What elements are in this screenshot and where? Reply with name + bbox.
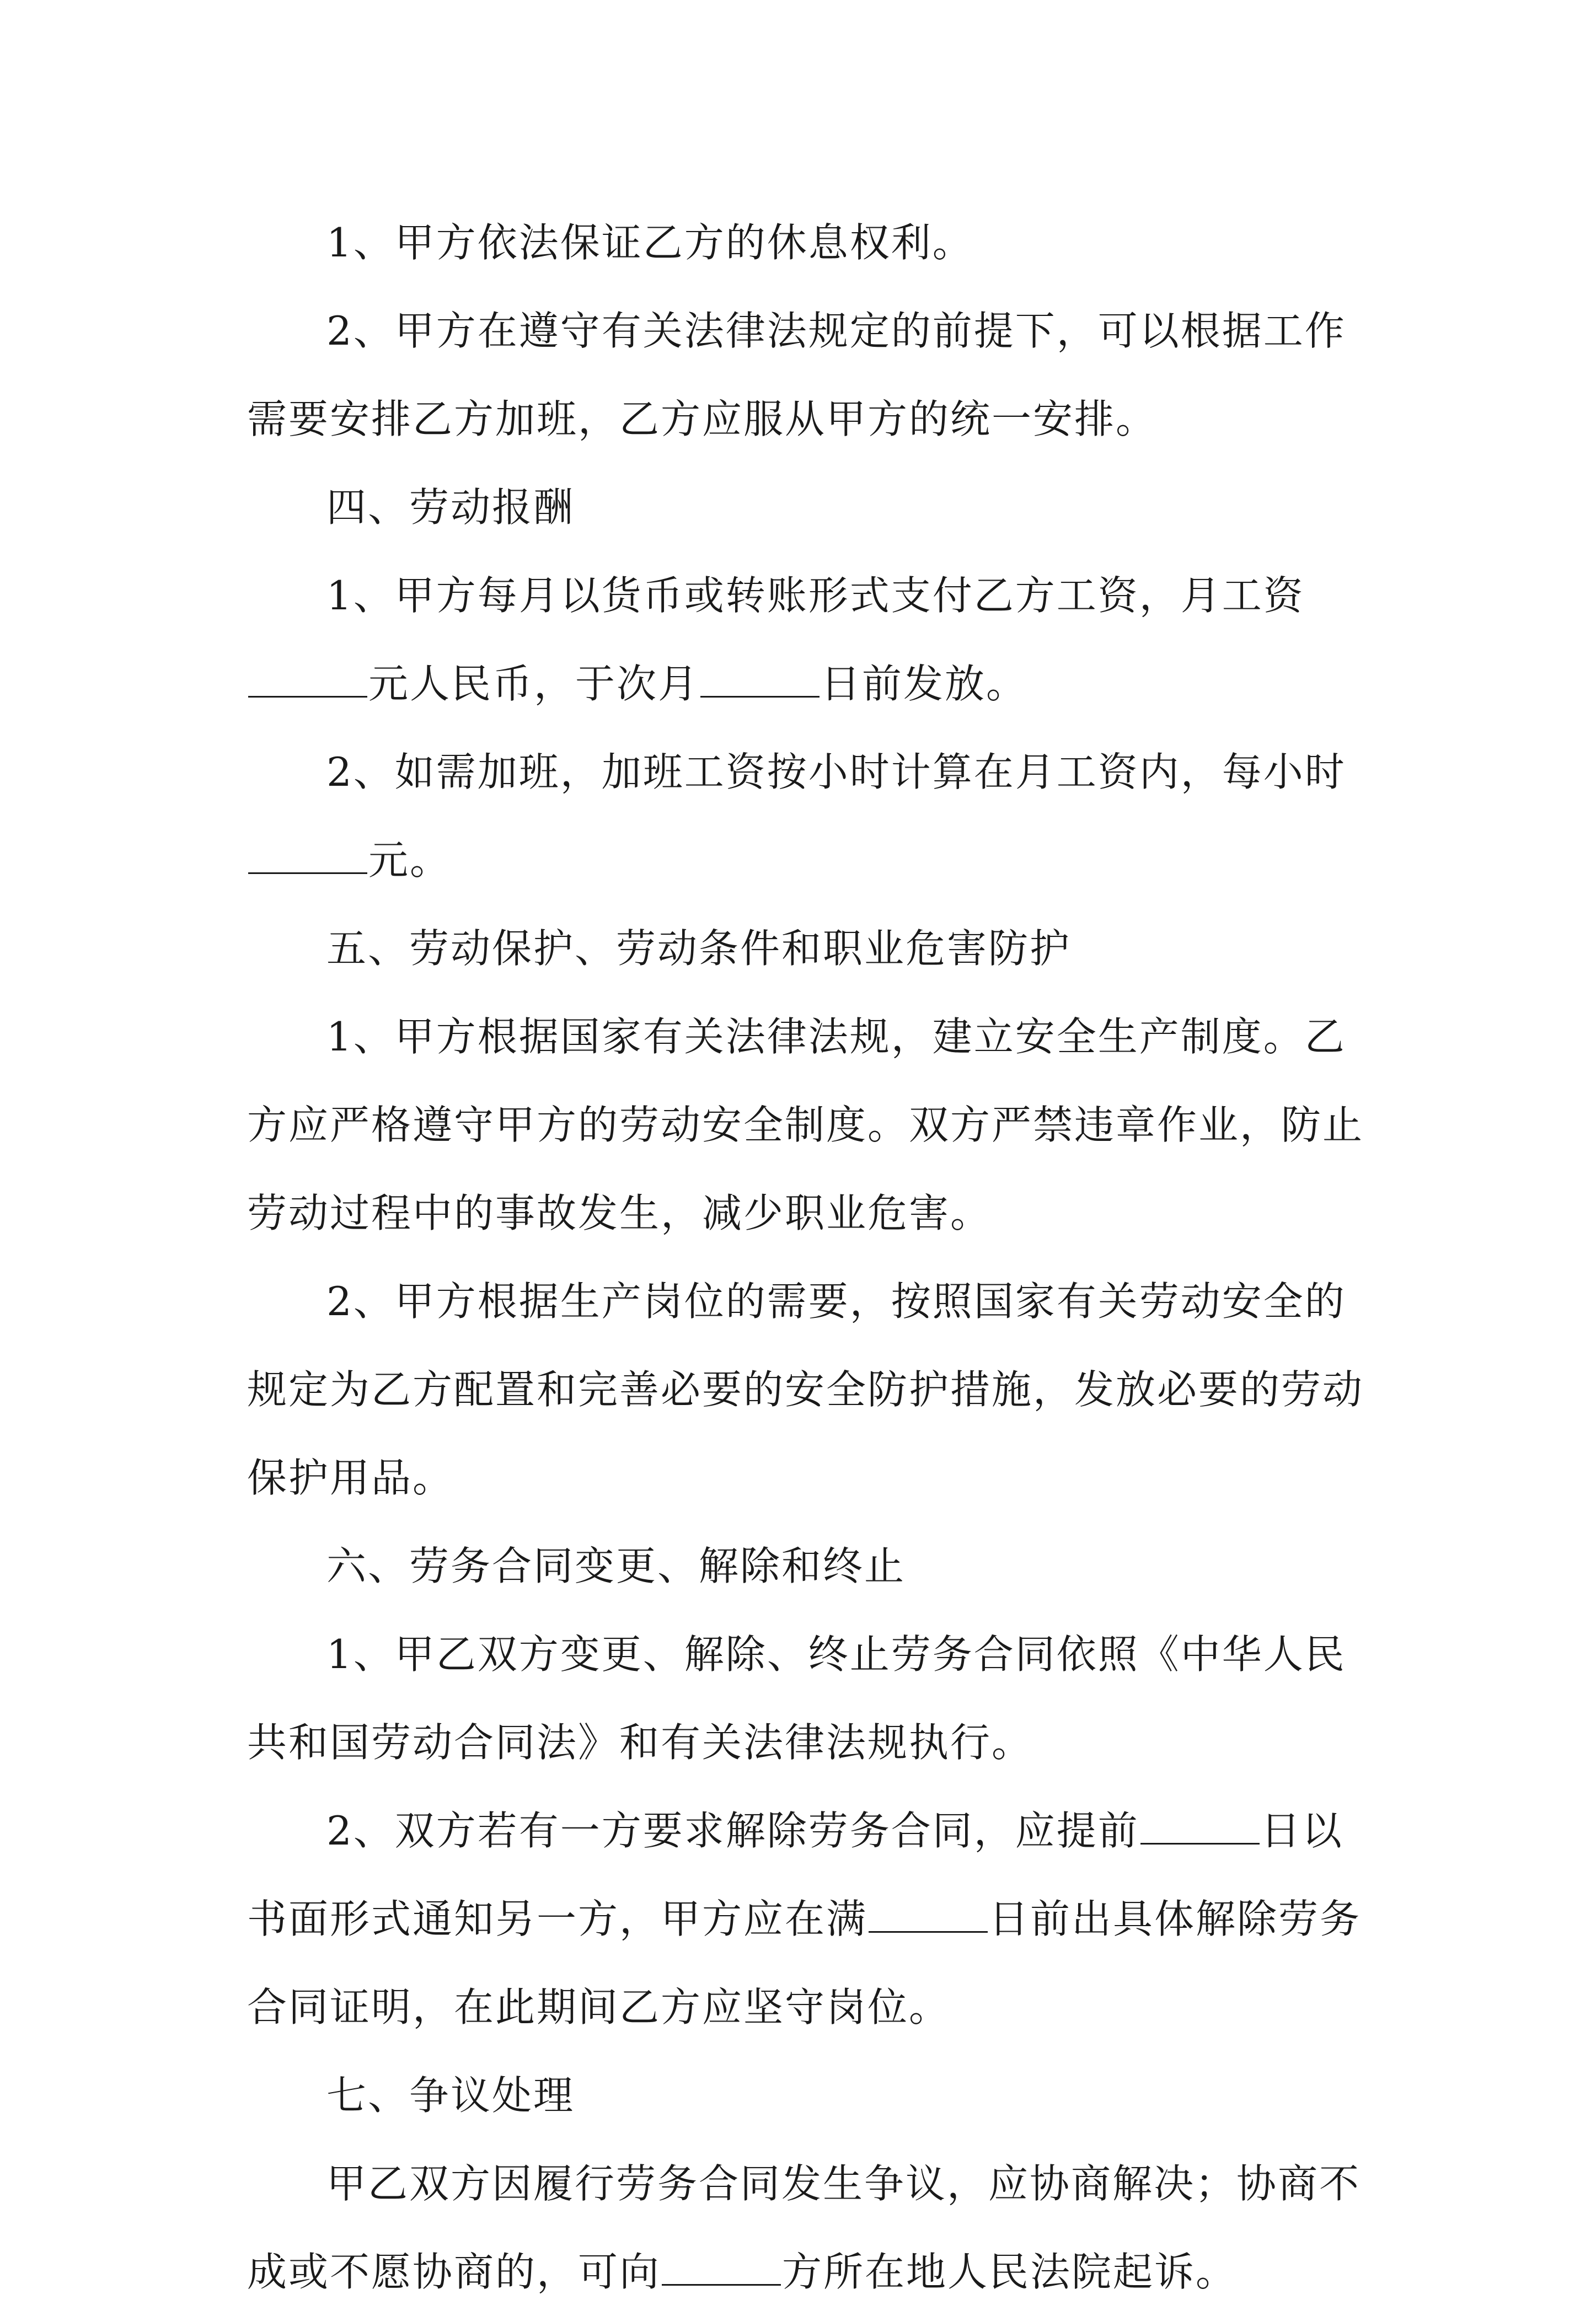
heading-text: 七、争议处理 [326, 2072, 575, 2119]
heading-text: 五、劳动保护、劳动条件和职业危害防护 [326, 925, 1072, 972]
section-heading-labor-protection [247, 904, 1372, 993]
paragraph-monthly-salary [247, 551, 1372, 728]
fill-in-blank-pay-day[interactable] [700, 663, 820, 698]
paragraph-text: 甲乙双方因履行劳务合同发生争议，应协商解决；协商不成或不愿协商的，可向 [247, 2160, 1361, 2295]
paragraph-text: 元。 [368, 837, 452, 883]
paragraph-text: 2、如需加班，加班工资按小时计算在月工资内，每小时 [326, 749, 1346, 795]
paragraph-text: 1、甲乙双方变更、解除、终止劳务合同依照《中华人民共和国劳动合同法》和有关法律法规执行。 [247, 1631, 1346, 1766]
paragraph-text: 2、甲方在遵守有关法律法规定的前提下，可以根据工作需要安排乙方加班，乙方应服从甲方的统一安排。 [247, 308, 1346, 442]
section-heading-contract-change [247, 1522, 1372, 1610]
paragraph-text: 1、甲方根据国家有关法律法规，建立安全生产制度。乙方应严格遵守甲方的劳动安全制度。双方严禁违章作业，防止劳动过程中的事故发生，减少职业危害。 [247, 1014, 1364, 1236]
paragraph-contract-law [247, 1610, 1372, 1787]
paragraph-text: 2、甲方根据生产岗位的需要，按照国家有关劳动安全的规定为乙方配置和完善必要的安全防护措施，发放必要的劳动保护用品。 [247, 1278, 1364, 1501]
paragraph-overtime-arrangement [247, 287, 1372, 463]
fill-in-blank-notice-days[interactable] [1140, 1810, 1260, 1845]
section-heading-remuneration [247, 463, 1372, 551]
paragraph-text: 日前发放。 [821, 661, 1028, 707]
paragraph-rest-rights [247, 199, 1372, 287]
paragraph-safety-system [247, 993, 1372, 1257]
fill-in-blank-hourly-rate[interactable] [248, 839, 367, 874]
paragraph-text: 日前出具体解除劳务合同证明，在此期间乙方应坚守岗位。 [247, 1896, 1362, 2030]
paragraph-text: 1、甲方依法保证乙方的休息权利。 [326, 219, 974, 266]
paragraph-text: 2、双方若有一方要求解除劳务合同，应提前 [326, 1808, 1139, 1854]
fill-in-blank-salary-amount[interactable] [248, 663, 367, 698]
paragraph-text: 元人民币，于次月 [368, 661, 700, 707]
fill-in-blank-certificate-days[interactable] [869, 1898, 988, 1933]
paragraph-termination-notice [247, 1787, 1372, 2051]
paragraph-text: 1、甲方每月以货币或转账形式支付乙方工资，月工资 [326, 572, 1305, 619]
heading-text: 六、劳务合同变更、解除和终止 [326, 1543, 906, 1589]
section-heading-dispute [247, 2051, 1372, 2140]
paragraph-protective-equipment [247, 1257, 1372, 1522]
paragraph-text: 日以书面形式通知另一方，甲方应在满 [247, 1808, 1343, 1942]
paragraph-text: 方所在地人民法院起诉。 [782, 2249, 1238, 2295]
paragraph-overtime-pay [247, 728, 1372, 904]
heading-text: 四、劳动报酬 [326, 484, 575, 530]
fill-in-blank-court-party[interactable] [662, 2251, 781, 2286]
document-body [247, 199, 1372, 2316]
paragraph-dispute-resolution [247, 2140, 1372, 2316]
